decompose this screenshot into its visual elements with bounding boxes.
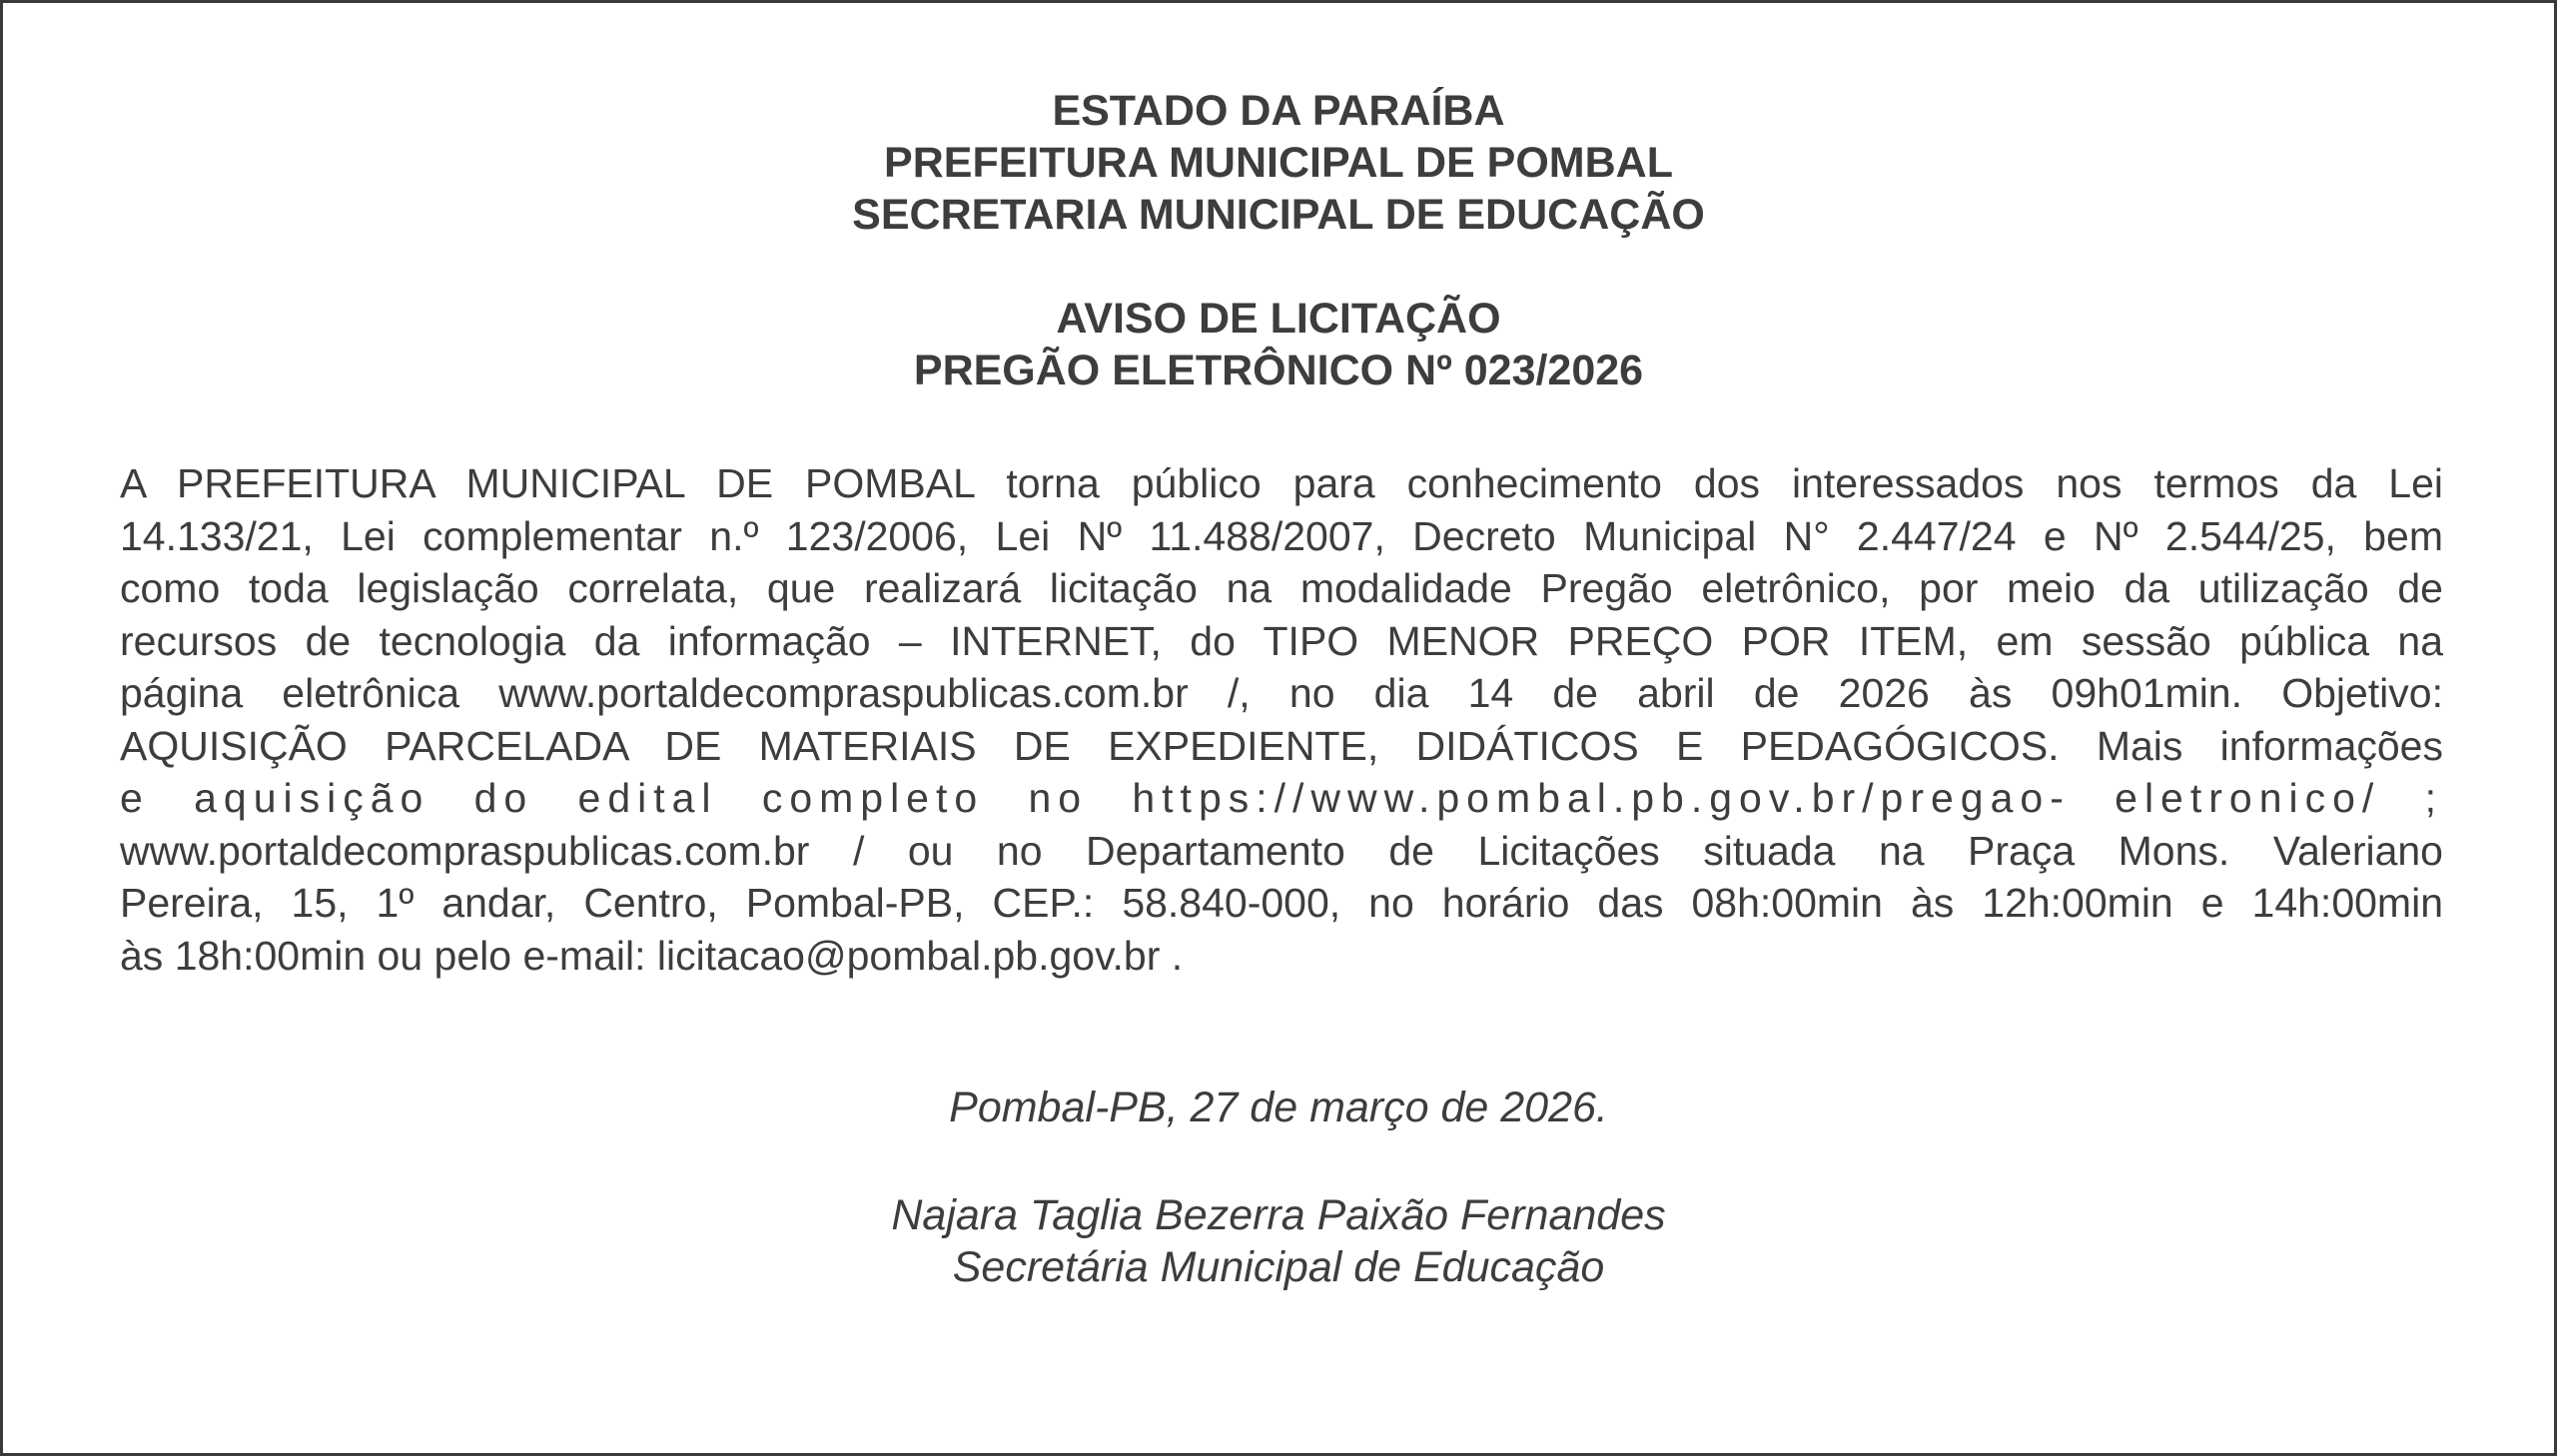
signature-block [3, 1189, 2554, 1293]
notice-subtitle: PREGÃO ELETRÔNICO Nº 023/2026 [913, 347, 1644, 394]
body-line: Pereira, 15, 1º andar, Centro, Pombal-PB, CEP.: 58.840-000, no horário das 08h:00min às 12h:00min e 14h:00min [120, 880, 2443, 926]
document-header [3, 85, 2554, 241]
body-line: 14.133/21, Lei complementar n.º 123/2006, Lei Nº 11.488/2007, Decreto Municipal N° 2.447/24 e Nº 2.544/25, bem [120, 512, 2443, 559]
body-line: A PREFEITURA MUNICIPAL DE POMBAL torna público para conhecimento dos interessados nos termos da Lei [120, 460, 2443, 506]
body-line: e aquisição do edital completo no https://www.pombal.pb.gov.br/pregao- eletronico/ ; [120, 775, 2443, 821]
body-line: www.portaldecompraspublicas.com.br / ou no Departamento de Licitações situada na Praça Mons. Valeriano [120, 827, 2443, 874]
place-date: Pombal-PB, 27 de março de 2026. [949, 1084, 1608, 1131]
header-state: ESTADO DA PARAÍBA [1052, 87, 1505, 135]
notice-title: AVISO DE LICITAÇÃO [1056, 295, 1501, 343]
body-line: recursos de tecnologia da informação – INTERNET, do TIPO MENOR PREÇO POR ITEM, em sessão pública na [120, 617, 2443, 664]
notice-body [120, 457, 2443, 982]
notice-heading [3, 293, 2554, 396]
body-line: página eletrônica www.portaldecompraspublicas.com.br /, no dia 14 de abril de 2026 às 09h01min. Objetivo: [120, 670, 2443, 716]
header-secretariat: SECRETARIA MUNICIPAL DE EDUCAÇÃO [852, 191, 1705, 239]
header-city-hall: PREFEITURA MUNICIPAL DE POMBAL [884, 139, 1673, 187]
body-line: AQUISIÇÃO PARCELADA DE MATERIAIS DE EXPEDIENTE, DIDÁTICOS E PEDAGÓGICOS. Mais informações [120, 722, 2443, 769]
signatory-name: Najara Taglia Bezerra Paixão Fernandes [891, 1191, 1666, 1239]
signatory-role: Secretária Municipal de Educação [952, 1243, 1605, 1291]
body-line: às 18h:00min ou pelo e-mail: licitacao@pombal.pb.gov.br . [120, 932, 1184, 979]
body-line: como toda legislação correlata, que realizará licitação na modalidade Pregão eletrônico, por meio da utilização de [120, 565, 2443, 611]
